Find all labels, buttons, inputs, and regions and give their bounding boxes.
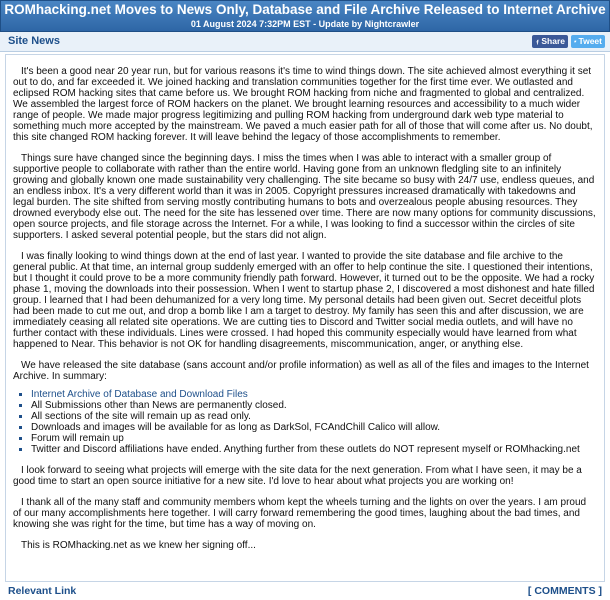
twitter-bird-icon [574, 38, 577, 45]
list-item: ▪ All sections of the site will remain up as read only. [31, 411, 597, 422]
tweet-label: Tweet [578, 36, 602, 46]
paragraph: This is ROMhacking.net as we knew her signing off... [21, 540, 256, 551]
news-header [0, 0, 610, 32]
list-item: ▪ Forum will remain up [31, 433, 597, 444]
paragraph: I thank all of the many staff and community members whom kept the wheels turning and the lights on over the years. I am proud of our many accomplishments here together. I will carry forward remembering the good times, laughing about the bad times, and knowing she was right for the time, but time has a way of moving on. [13, 497, 587, 530]
twitter-tweet-button[interactable] [571, 35, 605, 48]
summary-list [31, 389, 597, 455]
paragraph: I look forward to seeing what projects will emerge with the site data for the next generation. From what I have seen, it may be a good time to start an open source initiative for a new site. I'd love to hear about what projects you are working on! [13, 465, 582, 487]
paragraph: It's been a good near 20 year run, but for various reasons it's time to wind things down. The site achieved almost everything it set out to do, and far exceeded it. We joined hacking and translation communities together for the first time ever. We outlasted and eclipsed ROM hacking sites that came before us. We brought ROM hacking from niche and fragmented to global and centralized. We assembled the largest force of ROM hackers on the planet. We brought learning resources and accessibility to a much wider range of people. We made major progress legitimizing and pulling ROM hacking from underground dark web type material to something much more accepted by the mainstream. We paved a much easier path for all of those that will come after us. No doubt, this site changed ROM hacking forever. It will leave behind the legacy of those accomplishments to remember. [13, 66, 593, 143]
section-bar [0, 32, 610, 52]
relevant-link[interactable]: Relevant Link [8, 585, 77, 597]
list-item: ▪ All Submissions other than News are permanently closed. [31, 400, 597, 411]
paragraph: I was finally looking to wind things down at the end of last year. I wanted to provide the site database and file archive to the general public. At that time, an internal group suddenly emerged with an offer to help continue the site. I questioned their intentions, but I thought it could prove to be a more community friendly path forward. However, it turned out to be the opposite. We had a rocky phase 1, moving the downloads into their possession. When I went to startup phase 2, I discovered a most dishonest and hate filled group. I learned that I had been dehumanized for a very long time. My personal details had been given out. Secret deceitful plots had been made to cut me out, and drop a bomb like I am a target to destroy. My family has seen this and after discussion, we are immediately ceasing all related site operations. We are cutting ties to Discord and Twitter social media outlets, and will have no further contact with these individuals. Lines were crossed. I had hoped this community especially would have learned from what happened to Near. This behavior is not OK for handling disagreements, miscommunication, anger, or anything else. [13, 251, 595, 350]
section-title: Site News [8, 35, 60, 47]
comments-link[interactable]: [ COMMENTS ] [527, 585, 602, 597]
article-body [5, 54, 605, 582]
internet-archive-link[interactable]: Internet Archive of Database and Download Files [31, 389, 248, 400]
list-item: ▪ Twitter and Discord affiliations have ended. Anything further from these outlets do NOT represent myself or ROMhacking.net [31, 444, 597, 455]
list-item: ▪ Downloads and images will be available for as long as DarkSol, FCAndChill Calico will allow. [31, 422, 597, 433]
paragraph: Things sure have changed since the beginning days. I miss the times when I was able to interact with a smaller group of supportive people to collaborate with rather than the entire world. Having gone from an unknown fledgling site to an infinitely growing and globally known one made sustainability very challenging. The site became so busy with 24/7 use, endless queues, and an endless inbox. It's a very different world than it was in 2005. Copyright pressures increased dramatically with takedowns and legal burden. The site shifted from serving mostly contributing humans to bots and overzealous people abusing resources. They drowned everybody else out. The need for the site has lessened over time. There are now many options for community discussions, open source projects, and file storage across the Internet. For a while, I was looking to find a successor within the circles of site supporters. I asked several potential people, but the stars did not align. [13, 153, 596, 241]
news-meta: 01 August 2024 7:32PM EST - Update by Nightcrawler [190, 19, 420, 29]
facebook-icon [535, 38, 539, 46]
paragraph: We have released the site database (sans account and/or profile information) as well as all of the files and images to the Internet Archive. In summary: [13, 360, 589, 382]
list-item[interactable] [31, 389, 597, 400]
share-label: Share [541, 36, 565, 46]
facebook-share-button[interactable] [532, 35, 568, 48]
news-footer [0, 584, 610, 600]
news-title: ROMhacking.net Moves to News Only, Database and File Archive Released to Internet Archive [4, 2, 606, 17]
